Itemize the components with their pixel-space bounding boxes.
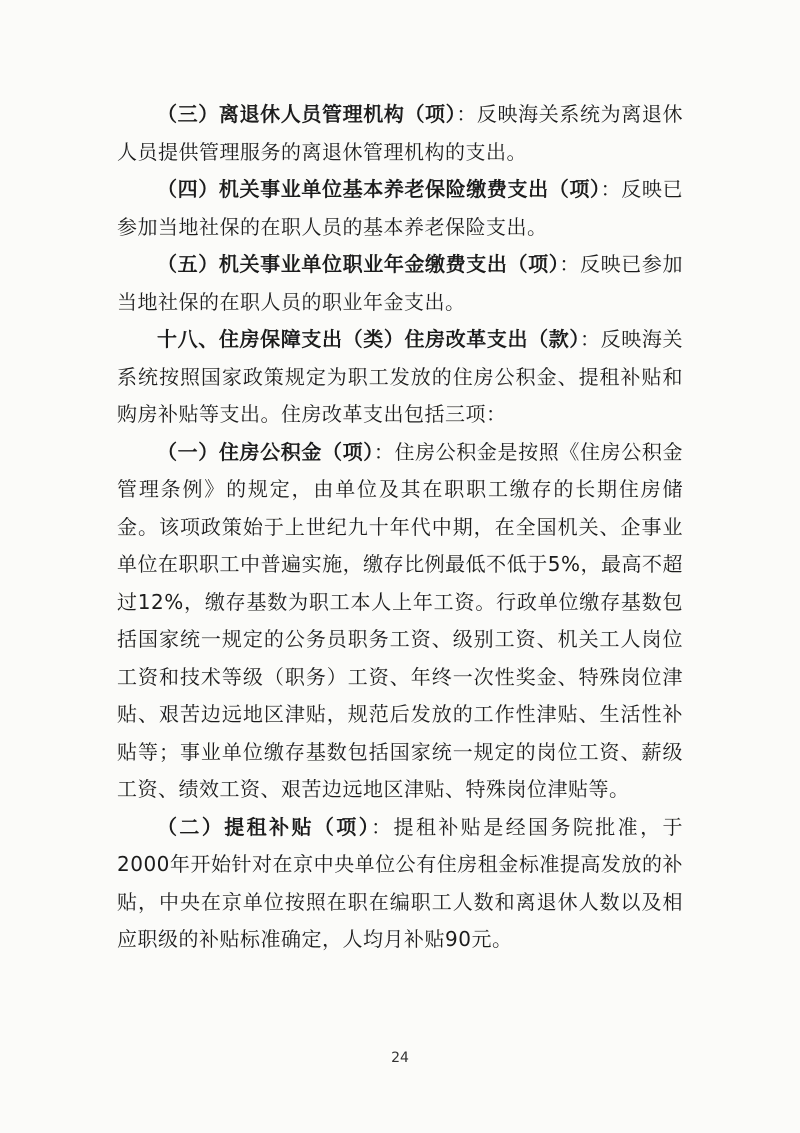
paragraph-text: ：提租补贴是经国务院批准，于2000年开始针对在京中央单位公有住房租金标准提高发放的补贴，中央在京单位按照在职在编职工人数和离退休人数以及相应职级的补贴标准确定，人均月补贴90元。 [117,814,684,951]
paragraph-text: ：住房公积金是按照《住房公积金管理条例》的规定，由单位及其在职职工缴存的长期住房储金。该项政策始于上世纪九十年代中期，在全国机关、企事业单位在职职工中普遍实施，缴存比例最低不低于5%，最高不超过12%，缴存基数为职工本人上年工资。行政单位缴存基数包括国家统一规定的公务员职务工资、级别工资、机关工人岗位工资和技术等级（职务）工资、年终一次性奖金、特殊岗位津贴、艰苦边远地区津贴，规范后发放的工作性津贴、生活性补贴等；事业单位缴存基数包括国家统一规定的岗位工资、薪级工资、绩效工资、艰苦边远地区津贴、特殊岗位津贴等。 [117,439,684,801]
paragraph-rent-subsidy [117,809,683,959]
paragraph-text: ：反映海关系统按照国家政策规定为职工发放的住房公积金、提租补贴和购房补贴等支出。住房改革支出包括三项： [117,327,684,426]
paragraph-text: ：反映已参加当地社保的在职人员的职业年金支出。 [117,252,684,314]
paragraph-pension-insurance [117,171,683,246]
document-body [117,96,683,959]
paragraph-heading: （一）住房公积金（项） [157,439,374,464]
page-number: 24 [391,1050,409,1066]
paragraph-heading: （四）机关事业单位基本养老保险缴费支出（项） [157,177,601,201]
paragraph-heading: （五）机关事业单位职业年金缴费支出（项） [157,252,560,276]
paragraph-occupational-annuity [117,246,683,321]
paragraph-retiree-management [117,96,683,171]
paragraph-text: ：反映海关系统为离退休人员提供管理服务的离退休管理机构的支出。 [117,102,684,164]
paragraph-heading: （二）提租补贴（项） [157,814,372,839]
paragraph-housing-security [117,321,683,434]
paragraph-heading: （三）离退休人员管理机构（项） [157,102,457,126]
paragraph-heading: 十八、住房保障支出（类）住房改革支出（款） [157,327,581,351]
paragraph-text: ：反映已参加当地社保的在职人员的基本养老保险支出。 [117,177,684,239]
paragraph-housing-provident-fund [117,434,683,809]
